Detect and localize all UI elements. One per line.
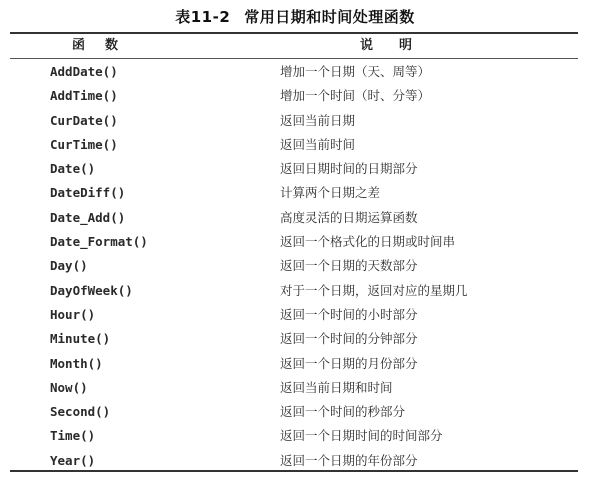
column-header-function: 函数 [72, 38, 139, 53]
function-description: 返回一个时间的秒部分 [280, 404, 406, 420]
function-description: 返回当前日期和时间 [280, 379, 393, 395]
table-row [0, 400, 590, 424]
function-name: Day() [50, 258, 88, 274]
table-caption [0, 6, 590, 27]
function-description: 增加一个时间（时、分等） [280, 88, 431, 104]
top-rule [10, 32, 578, 34]
table-row [0, 376, 590, 400]
table-row [0, 327, 590, 351]
function-description: 返回日期时间的日期部分 [280, 161, 418, 177]
function-description: 高度灵活的日期运算函数 [280, 209, 418, 225]
function-description: 增加一个日期（天、周等） [280, 64, 431, 79]
function-name: CurTime() [50, 136, 118, 152]
function-name: Date() [50, 161, 96, 177]
table-row [0, 206, 590, 230]
table-title: 常用日期和时间处理函数 [244, 8, 415, 26]
table-row [0, 157, 590, 181]
function-description: 返回一个格式化的日期或时间串 [280, 234, 456, 250]
function-description: 返回当前时间 [280, 136, 356, 152]
function-name: AddDate() [50, 64, 118, 79]
table-row [0, 181, 590, 205]
header-rule [10, 58, 578, 59]
function-name: AddTime() [50, 88, 118, 104]
table-row [0, 254, 590, 278]
function-description: 返回一个日期的月份部分 [280, 355, 418, 371]
function-name: DateDiff() [50, 185, 126, 201]
function-name: Month() [50, 355, 103, 371]
function-name: Date_Add() [50, 209, 126, 225]
table-row [0, 60, 590, 84]
function-name: Second() [50, 404, 111, 420]
table-row [0, 109, 590, 133]
function-name: Minute() [50, 331, 111, 347]
function-description: 返回一个日期的天数部分 [280, 258, 418, 274]
table-row [0, 230, 590, 254]
function-description: 返回一个时间的小时部分 [280, 306, 418, 322]
table-row [0, 279, 590, 303]
function-description: 计算两个日期之差 [280, 185, 381, 201]
function-description: 返回当前日期 [280, 112, 356, 128]
function-name: DayOfWeek() [50, 282, 133, 298]
function-description: 对于一个日期，返回对应的星期几 [280, 282, 468, 298]
table-row [0, 303, 590, 327]
function-description: 返回一个日期时间的时间部分 [280, 428, 443, 444]
function-name: Now() [50, 379, 88, 395]
table-row [0, 352, 590, 376]
column-header-description: 说明 [360, 38, 439, 53]
function-name: Year() [50, 452, 96, 468]
table-body [0, 60, 590, 473]
function-name: Date_Format() [50, 234, 148, 250]
table-row [0, 424, 590, 448]
function-description: 返回一个时间的分钟部分 [280, 331, 418, 347]
function-name: Time() [50, 428, 96, 444]
table-row [0, 84, 590, 108]
table-row [0, 133, 590, 157]
function-name: CurDate() [50, 112, 118, 128]
table-number: 表11-2 [175, 8, 231, 26]
function-name: Hour() [50, 306, 96, 322]
bottom-rule [10, 470, 578, 472]
function-description: 返回一个日期的年份部分 [280, 452, 418, 468]
